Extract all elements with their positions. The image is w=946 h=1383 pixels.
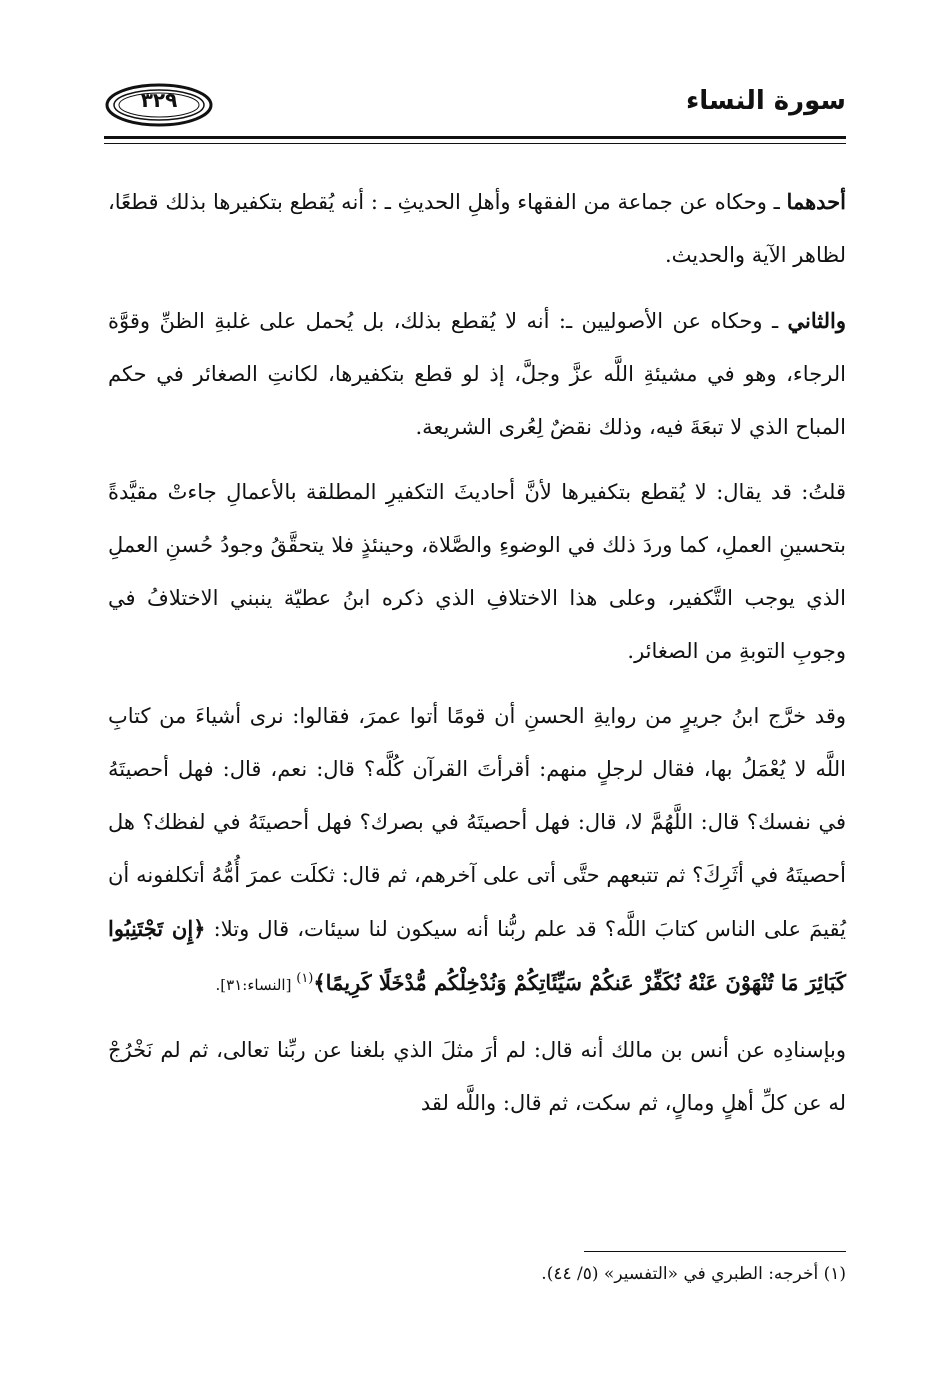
header-rule-thin (104, 143, 846, 144)
paragraph-lead: أحدهما (786, 189, 846, 214)
paragraph-3 (108, 466, 846, 678)
paragraph-lead: والثاني (787, 308, 846, 333)
footnote: (١) أخرجه: الطبري في «التفسير» (٥/ ٤٤). (541, 1264, 846, 1284)
paragraph-text: ـ وحكاه عن جماعة من الفقهاء وأهلِ الحديثِ ـ : أنه يُقطع بتكفيرها بذلك قطعًا، لظاهر الآية والحديث. (108, 190, 846, 267)
page-number: ٣٢٩ (140, 88, 178, 112)
paragraph-4 (108, 690, 846, 1012)
surah-title: سورة النساء (685, 86, 846, 116)
paragraph-5 (108, 1024, 846, 1130)
footnote-marker: (١) (296, 971, 314, 986)
paragraph-text: ـ وحكاه عن الأصوليين ـ: أنه لا يُقطع بذلك، بل يُحمل على غلبةِ الظنِّ وقوَّة الرجاء، وهو في مشيئةِ اللَّه عزَّ وجلَّ، إذ لو قطع بتكفيرها، لكانتِ الصغائر في حكم المباح الذي لا تبعَةَ فيه، وذلك نقضٌ لِعُرى الشريعة. (108, 309, 846, 439)
verse-reference: [النساء:٣١]. (215, 976, 297, 994)
quran-verse: ﴿إِن تَجْتَنِبُوا كَبَائِرَ مَا تُنْهَوْنَ عَنْهُ نُكَفِّرْ عَنكُمْ سَيِّئَاتِكُمْ وَنُدْخِلْكُم مُّدْخَلًا كَرِيمًا﴾ (108, 916, 846, 995)
paragraph-text: قلتُ: قد يقال: لا يُقطع بتكفيرها لأنَّ أحاديثَ التكفيرِ المطلقة بالأعمالِ جاءتْ مقيَّدةً بتحسينِ العملِ، كما وردَ ذلك في الوضوءِ والصَّلاة، وحينئذٍ فلا يتحقَّقُ وجودُ حُسنِ العملِ الذي يوجب التَّكفير، وعلى هذا الاختلافِ الذي ذكره ابنُ عطيّة ينبني الاختلافُ في وجوبِ التوبةِ من الصغائر. (108, 480, 846, 663)
header-rule-thick (104, 136, 846, 139)
footnote-rule (584, 1251, 846, 1252)
paragraph-1 (108, 175, 846, 282)
paragraph-text: وقد خرَّج ابنُ جريرٍ من روايةِ الحسنِ أن قومًا أتوا عمرَ، فقالوا: نرى أشياءَ من كتابِ اللَّه لا يُعْمَلُ بها، فقال لرجلٍ منهم: أقرأتَ القرآن كُلَّه؟ قال: نعم، قال: فهل أحصيتَهُ في نفسك؟ قال: اللَّهُمَّ لا، قال: فهل أحصيتَهُ في بصرك؟ فهل أحصيتَهُ في لفظك؟ هل أحصيتَهُ في أثَرِكَ؟ ثم تتبعهم حتَّى أتى على آخرهم، ثم قال: ثكلَت عمرَ أُمُّهُ أتكلفونه أن يُقيمَ على الناس كتابَ اللَّه؟ قد علم ربُّنا أنه سيكون لنا سيئات، قال وتلا: (108, 704, 846, 941)
main-text (108, 175, 846, 1142)
paragraph-2 (108, 294, 846, 454)
paragraph-text: وبإسنادِه عن أنس بن مالك أنه قال: لم أرَ مثلَ الذي بلغنا عن ربِّنا تعالى، ثم لم نَخْرُجْ له عن كلِّ أهلٍ ومالٍ، ثم سكت، ثم قال: واللَّه لقد (108, 1038, 846, 1115)
